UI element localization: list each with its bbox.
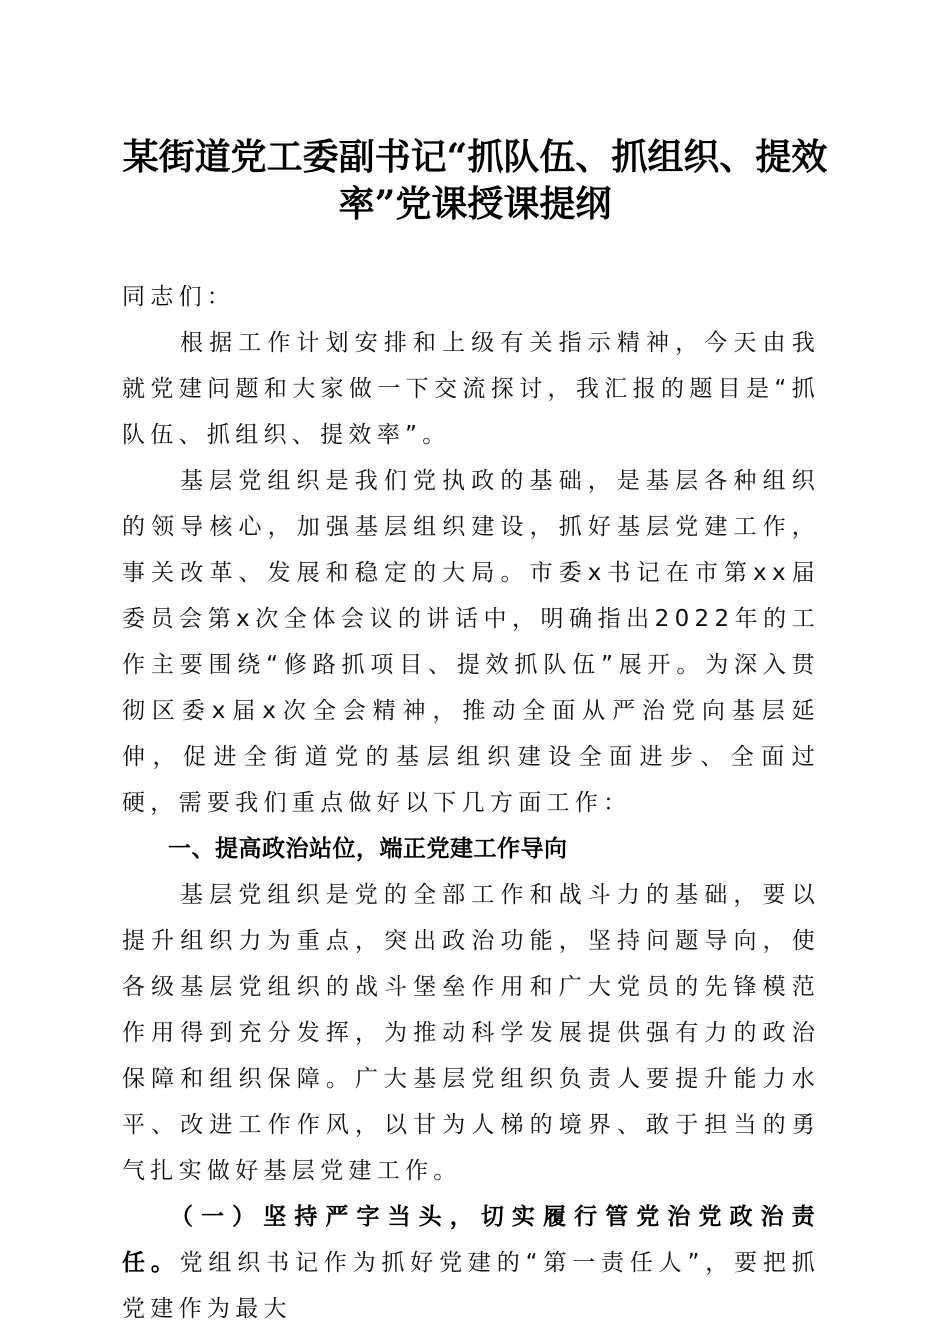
paragraph-background: 基层党组织是我们党执政的基础，是基层各种组织的领导核心，加强基层组织建设，抓好基层党建工作，事关改革、发展和稳定的大局。市委x书记在市第xx届委员会第x次全体会议的讲话中，明确指出2022年的工作主要围绕“修路抓项目、提效抓队伍”展开。为深入贯彻区委x届x次全会精神，推动全面从严治党向基层延伸，促进全街道党的基层组织建设全面进步、全面过硬，需要我们重点做好以下几方面工作：	[122, 468, 820, 816]
document-body	[122, 274, 820, 1332]
document-title: 某街道党工委副书记“抓队伍、抓组织、提效率”党课授课提纲	[122, 136, 828, 225]
paragraph-intro: 根据工作计划安排和上级有关指示精神，今天由我就党建问题和大家做一下交流探讨，我汇报的题目是“抓队伍、抓组织、提效率”。	[122, 330, 820, 448]
salutation: 同志们：	[122, 284, 236, 310]
section-heading-1: 一、提高政治站位，端正党建工作导向	[168, 836, 568, 862]
subsection-1-paragraph	[122, 1194, 820, 1332]
section-1-paragraph: 基层党组织是党的全部工作和战斗力的基础，要以提升组织力为重点，突出政治功能，坚持问题导向，使各级基层党组织的战斗堡垒作用和广大党员的先锋模范作用得到充分发挥，为推动科学发展提供强有力的政治保障和组织保障。广大基层党组织负责人要提升能力水平、改进工作作风，以甘为人梯的境界、敢于担当的勇气扎实做好基层党建工作。	[122, 882, 820, 1184]
subsection-1-lead: （一）坚持严字当头，切实履行管党治党政治责任。	[122, 1204, 820, 1276]
subsection-1-text: 党组织书记作为抓好党建的“第一责任人”，要把抓党建作为最大	[122, 1250, 820, 1322]
